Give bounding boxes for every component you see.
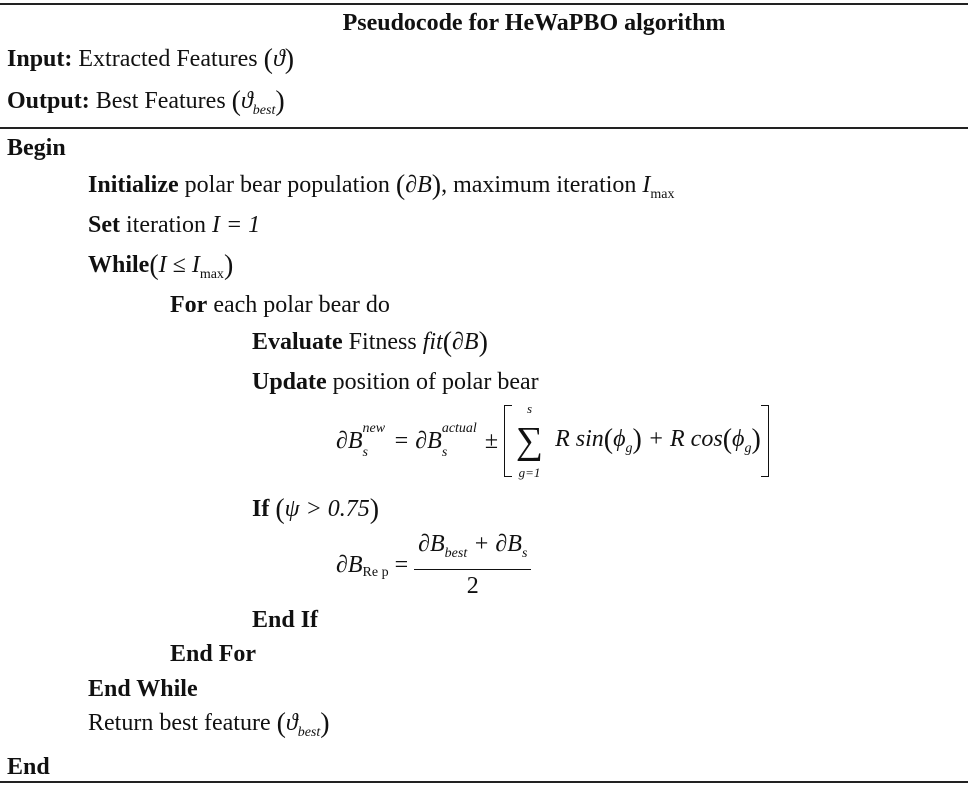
position-update-equation: ∂B new s = ∂B actual s ± s ∑ g=1 R $\sin(\phi_g) + R$ $\cos(\phi_g)$ (336, 401, 769, 481)
initialize-line: Initialize polar bear population (∂B), maximum iteration $I_{max}$ (88, 170, 675, 202)
input-label: Input: (7, 46, 73, 72)
num-term2-sub: s (521, 546, 528, 561)
left-bracket (504, 405, 512, 477)
eq2-lhs: ∂B (336, 552, 363, 578)
imax-sub: max (650, 187, 675, 202)
end-if-keyword: End If (252, 607, 319, 633)
update-text: position of polar bear (332, 369, 539, 395)
end-for-keyword: End For (170, 641, 257, 667)
output-line: Output: Best Features $(ϑ_{best})$ (7, 86, 285, 118)
while-sub: max (199, 267, 224, 282)
sum-symbol: ∑ (515, 420, 544, 462)
eq1-lhs: ∂B (336, 428, 363, 454)
initialize-keyword: Initialize (88, 172, 179, 198)
input-text: Extracted Features (78, 46, 258, 72)
denominator: 2 (466, 573, 479, 599)
eq1-rhs-sup: actual (441, 421, 477, 436)
if-condition: ψ > 0.75 (284, 496, 370, 522)
set-text: iteration (126, 212, 206, 238)
return-sub: best (297, 725, 321, 740)
end-while-keyword: End While (88, 676, 198, 702)
evaluate-text: Fitness (348, 329, 417, 355)
update-keyword: Update (252, 369, 327, 395)
begin-keyword: Begin (7, 135, 66, 161)
right-bracket (761, 405, 769, 477)
output-symbol: ϑ (241, 88, 253, 114)
eq1-plusminus: ± (478, 428, 504, 454)
eq1-equals: = ∂B (387, 428, 442, 454)
phi-2-sub: g (744, 441, 752, 456)
return-symbol: ϑ (285, 710, 298, 736)
end-keyword: End (7, 754, 50, 780)
eq2-lhs-sub: Re p (362, 565, 389, 580)
while-keyword: While (88, 252, 150, 278)
fitness-function: fit (422, 329, 443, 355)
fraction (414, 531, 531, 599)
phi-1-sub: g (625, 441, 633, 456)
eq1-cos-term: + R cos (641, 426, 723, 452)
initialize-symbol: ∂B (405, 172, 432, 198)
sum-lower: g=1 (518, 465, 541, 480)
while-expr: I ≤ I (158, 252, 200, 278)
top-rule (0, 3, 968, 5)
summation (516, 402, 543, 480)
evaluate-keyword: Evaluate (252, 329, 343, 355)
set-expr: I = 1 (211, 212, 261, 238)
pseudocode-title: Pseudocode for HeWaPBO algorithm (342, 10, 726, 36)
bottom-rule (0, 781, 968, 783)
eq1-sin-term: R sin (555, 426, 604, 452)
num-term1: ∂B (418, 531, 445, 557)
evaluate-line: Evaluate Fitness fit(∂B) (252, 327, 488, 358)
num-term2: + ∂B (467, 531, 522, 557)
output-label: Output: (7, 88, 90, 114)
for-keyword: For (170, 292, 208, 318)
header-rule (0, 127, 968, 129)
while-line: While(I ≤ $I_{max}$) (88, 250, 234, 282)
set-line (88, 213, 260, 237)
update-line (252, 370, 539, 394)
output-sub: best (252, 103, 276, 118)
eq1-rhs-sub: s (441, 445, 448, 460)
output-text: Best Features (95, 88, 226, 114)
initialize-text: polar bear population (184, 172, 390, 198)
if-keyword: If (252, 496, 270, 522)
replacement-equation (336, 531, 531, 599)
if-line: If (ψ > 0.75) (252, 494, 380, 525)
return-line: Return best feature $(ϑ_{best})$ (88, 708, 330, 740)
sum-upper: s (527, 401, 533, 416)
phi-1: ϕ (613, 426, 626, 452)
num-term1-sub: best (444, 546, 468, 561)
input-symbol: ϑ (272, 46, 285, 72)
for-line (170, 293, 390, 317)
input-line: Input: Extracted Features (ϑ) (7, 44, 295, 75)
phi-2: ϕ (732, 426, 745, 452)
eq1-lhs-sub: s (362, 445, 368, 460)
initialize-text2: , maximum iteration (441, 172, 637, 198)
eq1-lhs-sup: new (362, 421, 386, 436)
for-text: each polar bear do (213, 292, 390, 318)
return-text: Return best feature (88, 710, 271, 736)
fitness-arg: ∂B (452, 329, 479, 355)
imax-symbol: I (642, 172, 651, 198)
eq2-equals: = (388, 552, 415, 578)
set-keyword: Set (88, 212, 120, 238)
